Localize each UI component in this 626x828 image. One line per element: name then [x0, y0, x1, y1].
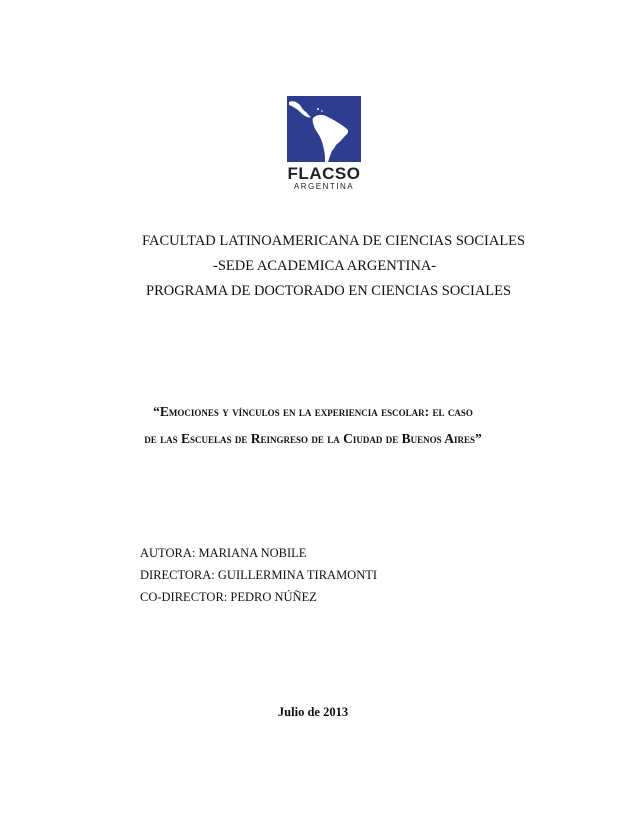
logo-wordmark: FLACSO: [287, 164, 361, 183]
flacso-logo: [287, 96, 361, 192]
latin-america-map-icon: [287, 96, 361, 162]
director-credit: DIRECTORA: GUILLERMINA TIRAMONTI: [140, 568, 378, 582]
campus-name: -SEDE ACADEMICA ARGENTINA-: [213, 258, 437, 274]
author-credit: AUTORA: MARIANA NOBILE: [140, 546, 307, 560]
logo-country-label: ARGENTINA: [293, 182, 355, 191]
program-name: PROGRAMA DE DOCTORADO EN CIENCIAS SOCIALES: [146, 283, 512, 299]
publication-date: Julio de 2013: [277, 705, 349, 719]
thesis-title-line-2: de las Escuelas de Reingreso de la Ciudad de Buenos Aires”: [144, 431, 482, 446]
faculty-name: FACULTAD LATINOAMERICANA DE CIENCIAS SOCIALES: [142, 233, 526, 249]
co-director-credit: CO-DIRECTOR: PEDRO NÚÑEZ: [140, 590, 317, 604]
thesis-title-line-1: “Emociones y vínculos en la experiencia escolar: el caso: [153, 404, 473, 419]
